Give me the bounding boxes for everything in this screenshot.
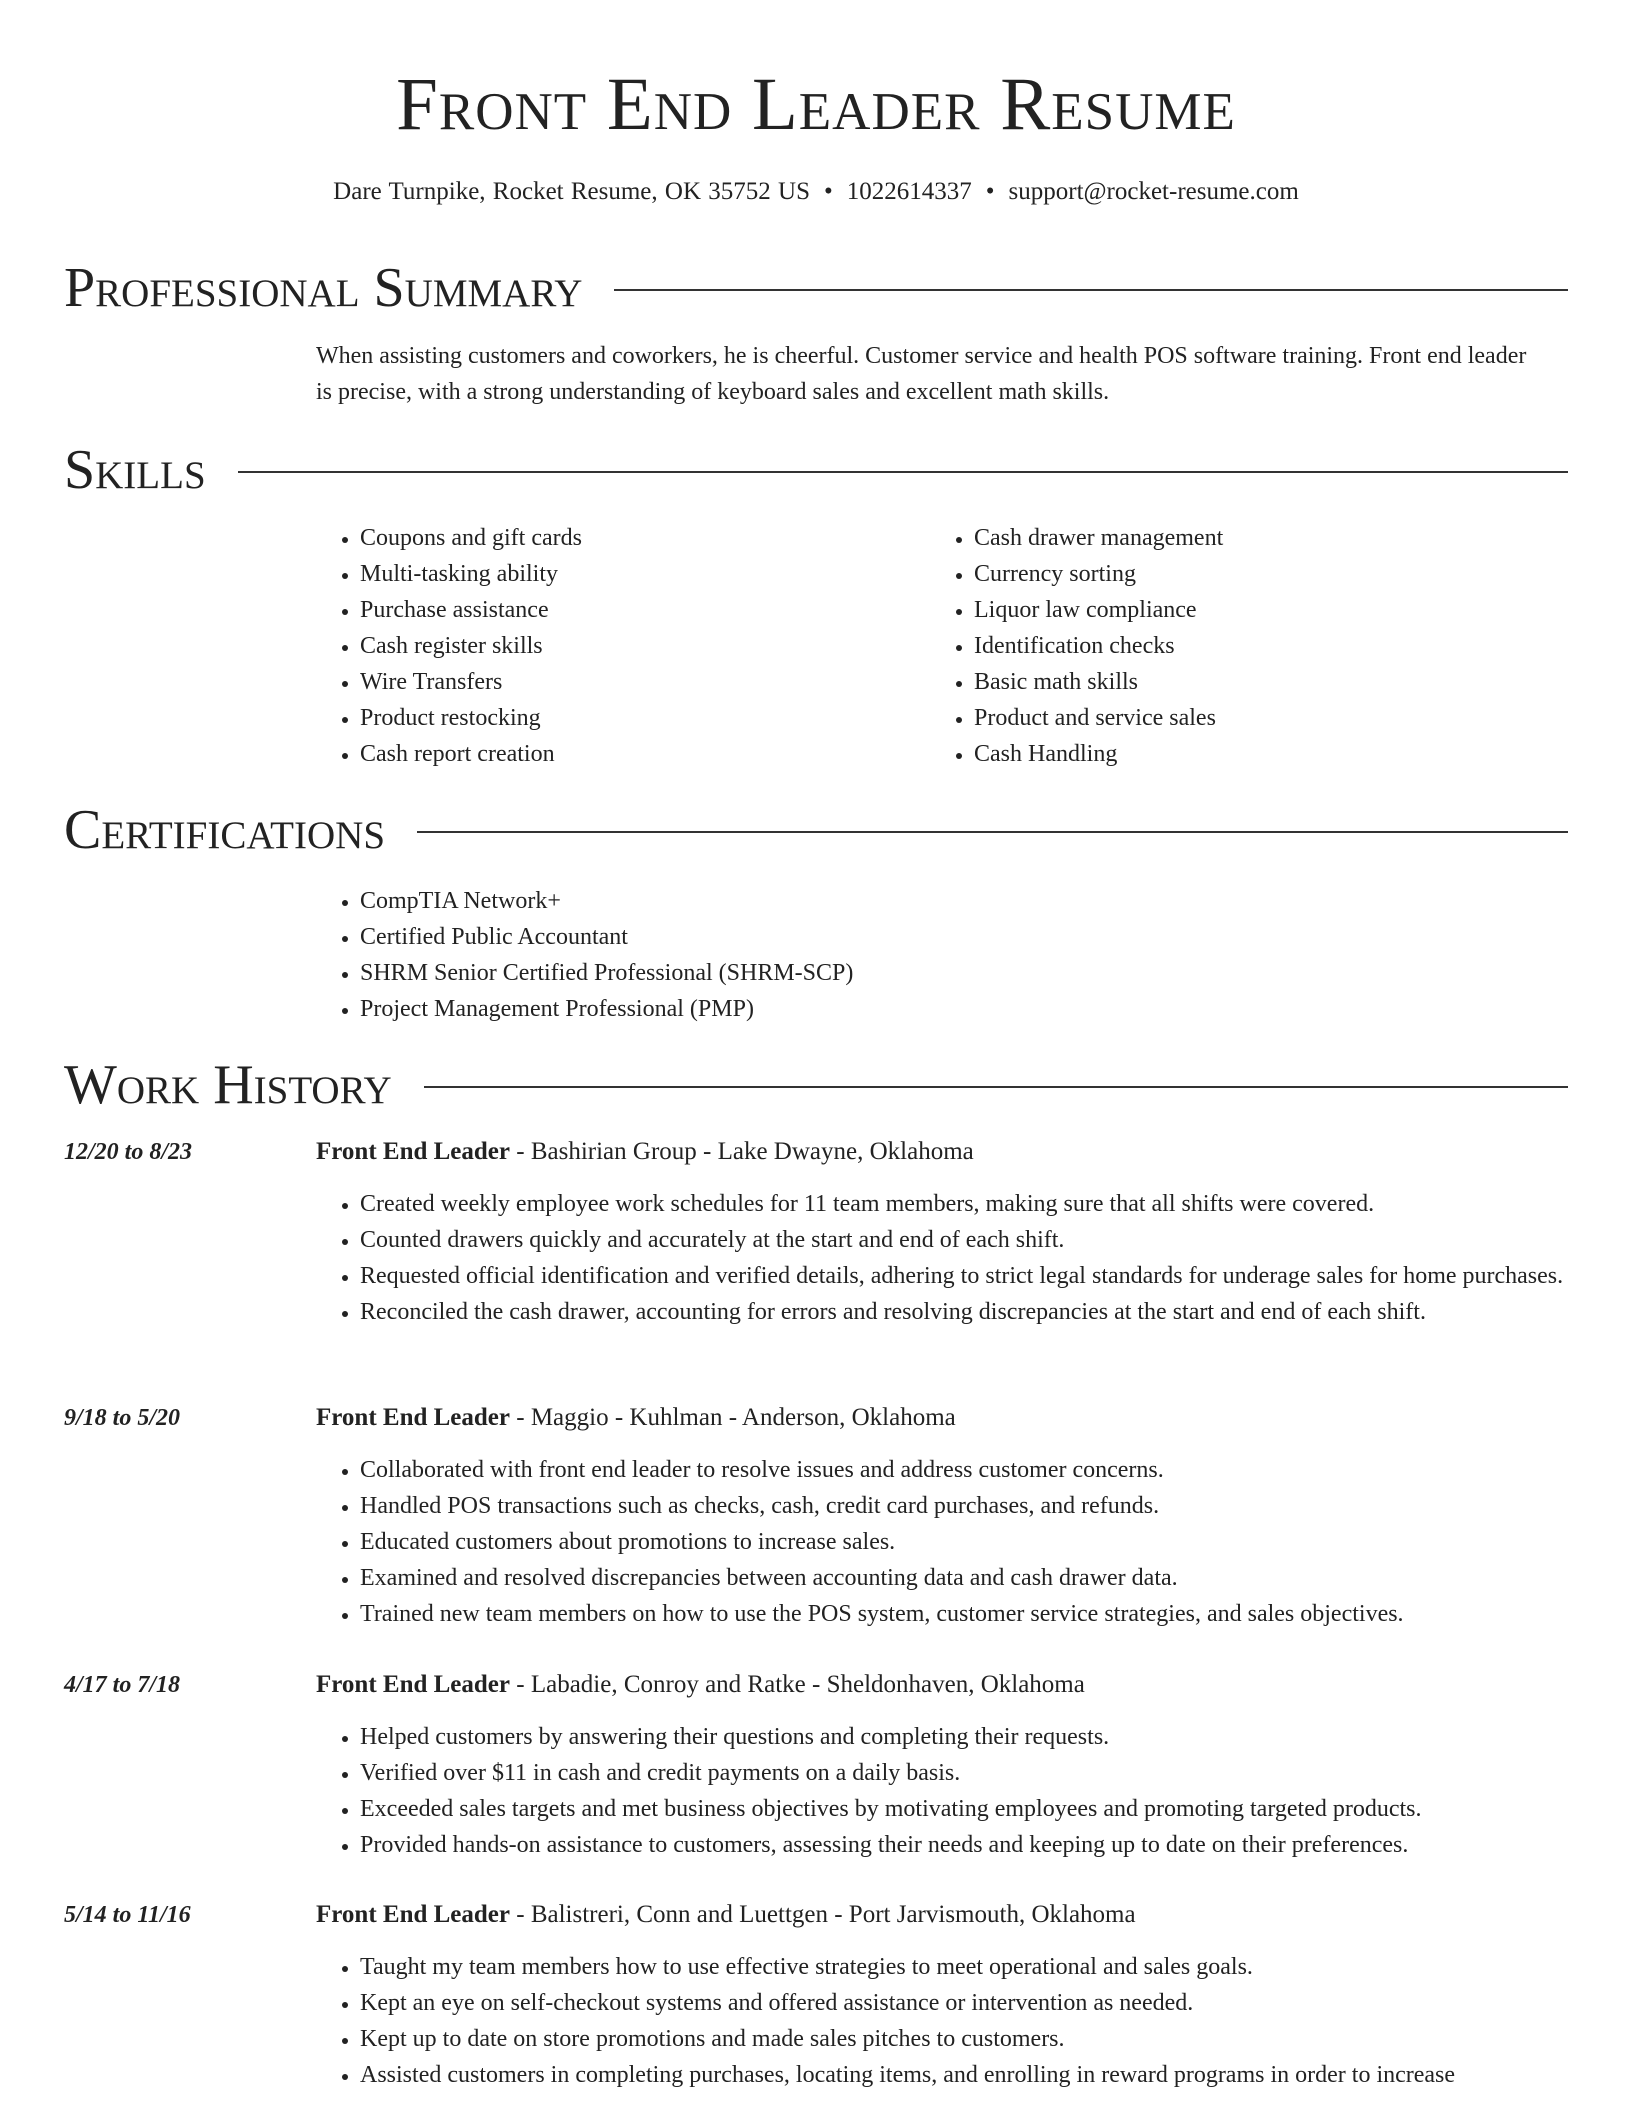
skills-section-header [64,440,1568,500]
job-bullet: • Educated customers about promotions to increase sales. [360,1524,1590,1560]
job-heading [316,1134,974,1170]
job-bullet: • Requested official identification and verified details, adhering to strict legal standards for underage sales for home purchases. [360,1258,1590,1294]
section-divider [424,1086,1568,1088]
job-bullet: • Counted drawers quickly and accurately at the start and end of each shift. [360,1222,1590,1258]
certification-item: • CompTIA Network+ [360,883,853,919]
certifications-section-header [64,800,1568,860]
skill-item: • Cash Handling [974,736,1223,772]
skill-item: • Cash report creation [360,736,582,772]
skill-item: • Liquor law compliance [974,592,1223,628]
job-bullets [316,1452,1590,1632]
job-bullet: • Verified over $11 in cash and credit payments on a daily basis. [360,1755,1590,1791]
job-bullets [316,1719,1590,1863]
skill-item: • Cash register skills [360,628,582,664]
contact-line [0,176,1632,208]
contact-email[interactable]: support@rocket-resume.com [1008,178,1299,205]
job-bullet: • Reconciled the cash drawer, accounting for errors and resolving discrepancies at the start and end of each shift. [360,1294,1590,1330]
section-divider [238,471,1568,473]
skills-list-right [930,520,1223,772]
skill-item: • Purchase assistance [360,592,582,628]
job-bullet: • Assisted customers in completing purchases, locating items, and enrolling in reward programs in order to increase [360,2057,1590,2093]
job-employer-location: - Maggio - Kuhlman - Anderson, Oklahoma [510,1404,956,1431]
job-bullet: • Exceeded sales targets and met business objectives by motivating employees and promoting targeted products. [360,1791,1590,1827]
job-employer-location: - Labadie, Conroy and Ratke - Sheldonhaven, Oklahoma [510,1671,1085,1698]
section-divider [614,289,1568,291]
job-dates: 12/20 to 8/23 [64,1139,193,1165]
job-bullets [316,1949,1590,2093]
job-bullet: • Kept an eye on self-checkout systems and offered assistance or intervention as needed. [360,1985,1590,2021]
resume-title: Front End Leader Resume [396,63,1236,146]
skill-item: • Identification checks [974,628,1223,664]
job-bullet: • Trained new team members on how to use the POS system, customer service strategies, and sales objectives. [360,1596,1590,1632]
job-heading [316,1667,1085,1703]
job-bullet: • Taught my team members how to use effective strategies to meet operational and sales goals. [360,1949,1590,1985]
job-bullet: • Helped customers by answering their questions and completing their requests. [360,1719,1590,1755]
summary-text: When assisting customers and coworkers, he is cheerful. Customer service and health POS software training. Front end leader is precise, with a strong understanding of keyboard sales and excellent math skills. [316,343,1527,405]
certifications-list [316,883,853,1027]
job-heading [316,1897,1136,1933]
contact-address: Dare Turnpike, Rocket Resume, OK 35752 US [333,178,810,205]
job-bullet: • Kept up to date on store promotions and made sales pitches to customers. [360,2021,1590,2057]
certification-item: • Project Management Professional (PMP) [360,991,853,1027]
job-dates: 9/18 to 5/20 [64,1405,181,1431]
skill-item: • Basic math skills [974,664,1223,700]
work-history-heading: Work History [64,1054,392,1116]
certification-item: • SHRM Senior Certified Professional (SHRM-SCP) [360,955,853,991]
job-dates: 5/14 to 11/16 [64,1902,191,1928]
skill-item: • Coupons and gift cards [360,520,582,556]
certifications-heading: Certifications [64,799,386,861]
skill-item: • Product restocking [360,700,582,736]
job-title: Front End Leader [316,1404,510,1431]
certification-item: • Certified Public Accountant [360,919,853,955]
job-employer-location: - Balistreri, Conn and Luettgen - Port Jarvismouth, Oklahoma [510,1901,1136,1928]
skill-item: • Wire Transfers [360,664,582,700]
job-bullet: • Provided hands-on assistance to customers, assessing their needs and keeping up to date on their preferences. [360,1827,1590,1863]
skill-item: • Product and service sales [974,700,1223,736]
skill-item: • Cash drawer management [974,520,1223,556]
job-title: Front End Leader [316,1671,510,1698]
summary-heading: Professional Summary [64,257,583,319]
work-history-section-header [64,1055,1568,1115]
job-bullet: • Handled POS transactions such as checks, cash, credit card purchases, and refunds. [360,1488,1590,1524]
skill-item: • Multi-tasking ability [360,556,582,592]
summary-section-header [64,258,1568,318]
contact-phone: 1022614337 [846,178,972,205]
job-bullet: • Created weekly employee work schedules for 11 team members, making sure that all shifts were covered. [360,1186,1590,1222]
contact-separator: • [823,178,833,205]
job-title: Front End Leader [316,1138,510,1165]
section-divider [417,831,1568,833]
job-heading [316,1400,956,1436]
skills-heading: Skills [64,439,206,501]
skills-list-left [316,520,582,772]
job-bullet: • Examined and resolved discrepancies between accounting data and cash drawer data. [360,1560,1590,1596]
contact-separator: • [985,178,995,205]
job-title: Front End Leader [316,1901,510,1928]
job-employer-location: - Bashirian Group - Lake Dwayne, Oklahoma [510,1138,974,1165]
job-bullet: • Collaborated with front end leader to resolve issues and address customer concerns. [360,1452,1590,1488]
job-bullets [316,1186,1590,1330]
skill-item: • Currency sorting [974,556,1223,592]
job-dates: 4/17 to 7/18 [64,1672,181,1698]
